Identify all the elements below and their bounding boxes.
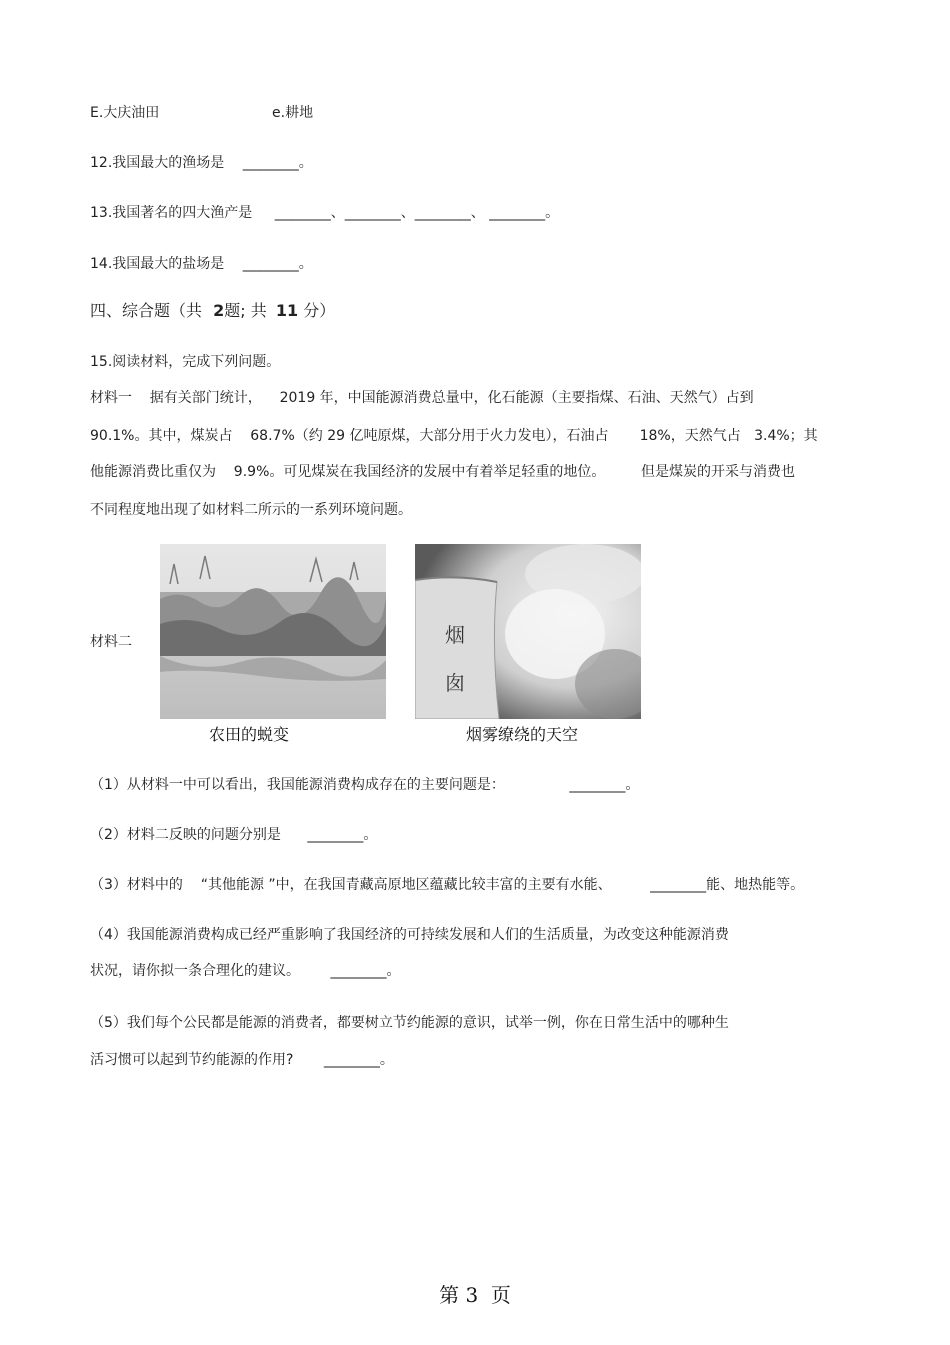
chimney-text-1: 烟 bbox=[445, 623, 465, 647]
question-14-blank: ________。 bbox=[242, 256, 313, 272]
section-mid: 题; 共 bbox=[224, 301, 267, 320]
material-1-line-3: 他能源消费比重仅为 9.9%。可见煤炭在我国经济的发展中有着举足轻重的地位。 但是煤炭的开采与消费也 bbox=[90, 464, 795, 480]
subquestion-3 bbox=[90, 875, 804, 895]
material-1-line-4: 不同程度地出现了如材料二所示的一系列环境问题。 bbox=[90, 502, 412, 518]
subquestion-3-blank: ________能、地热能等。 bbox=[650, 877, 805, 893]
question-12 bbox=[90, 153, 313, 173]
subquestion-5-line-2 bbox=[90, 1050, 394, 1070]
subquestion-5-blank: ________。 bbox=[323, 1052, 394, 1068]
subquestion-5-text: 活习惯可以起到节约能源的作用? bbox=[90, 1052, 294, 1068]
subquestion-2-blank: ________。 bbox=[307, 827, 378, 843]
question-14-text: 14.我国最大的盐场是 bbox=[90, 256, 225, 272]
section-score: 11 bbox=[275, 301, 299, 320]
question-12-blank: ________。 bbox=[242, 155, 313, 171]
chimney-text-2: 囱 bbox=[445, 671, 465, 695]
question-13 bbox=[90, 203, 559, 223]
material-1-line-2: 90.1%。其中，煤炭占 68.7%（约 29 亿吨原煤，大部分用于火力发电），石油占 18%，天然气占 3.4%；其 bbox=[90, 428, 818, 444]
option-e: e.耕地 bbox=[272, 105, 314, 121]
option-E: E.大庆油田 bbox=[90, 105, 160, 121]
subquestion-4-blank: ________。 bbox=[330, 963, 401, 979]
subquestion-3-text: （3）材料中的 “其他能源 ”中，在我国青藏高原地区蕴藏比较丰富的主要有水能、 bbox=[90, 877, 612, 893]
question-13-text: 13.我国著名的四大渔产是 bbox=[90, 205, 253, 221]
chimney-caption: 烟雾缭绕的天空 bbox=[466, 725, 579, 744]
material-2-label: 材料二 bbox=[90, 634, 132, 650]
subquestion-1 bbox=[90, 775, 639, 795]
page-number: 第 3 页 bbox=[439, 1283, 511, 1307]
section-count: 2 bbox=[213, 301, 225, 320]
material-1-line-1: 材料一 据有关部门统计， 2019 年，中国能源消费总量中，化石能源（主要指煤、石油、天然气）占到 bbox=[90, 390, 754, 406]
question-13-blanks: ________、________、________、 ________。 bbox=[274, 205, 560, 221]
section-prefix: 四、综合题（共 bbox=[90, 301, 203, 320]
subquestion-1-blank: ________。 bbox=[569, 777, 640, 793]
subquestion-5-line-1: （5）我们每个公民都是能源的消费者，都要树立节约能源的意识，试举一例，你在日常生活中的哪种生 bbox=[90, 1015, 729, 1031]
section-suffix: 分） bbox=[303, 301, 336, 320]
chimney-photo bbox=[415, 544, 641, 719]
subquestion-2-text: （2）材料二反映的问题分别是 bbox=[90, 827, 281, 843]
question-14 bbox=[90, 254, 313, 274]
farmland-caption: 农田的蜕变 bbox=[209, 725, 290, 744]
subquestion-1-text: （1）从材料一中可以看出，我国能源消费构成存在的主要问题是： bbox=[90, 777, 505, 793]
subquestion-2 bbox=[90, 825, 377, 845]
section-heading bbox=[90, 300, 335, 322]
subquestion-4-line-1: （4）我国能源消费构成已经严重影响了我国经济的可持续发展和人们的生活质量，为改变这种能源消费 bbox=[90, 927, 729, 943]
question-12-text: 12.我国最大的渔场是 bbox=[90, 155, 225, 171]
question-15-intro: 15.阅读材料，完成下列问题。 bbox=[90, 354, 281, 370]
subquestion-4-line-2 bbox=[90, 961, 400, 981]
farmland-photo bbox=[160, 544, 386, 719]
subquestion-4-text: 状况，请你拟一条合理化的建议。 bbox=[90, 963, 300, 979]
